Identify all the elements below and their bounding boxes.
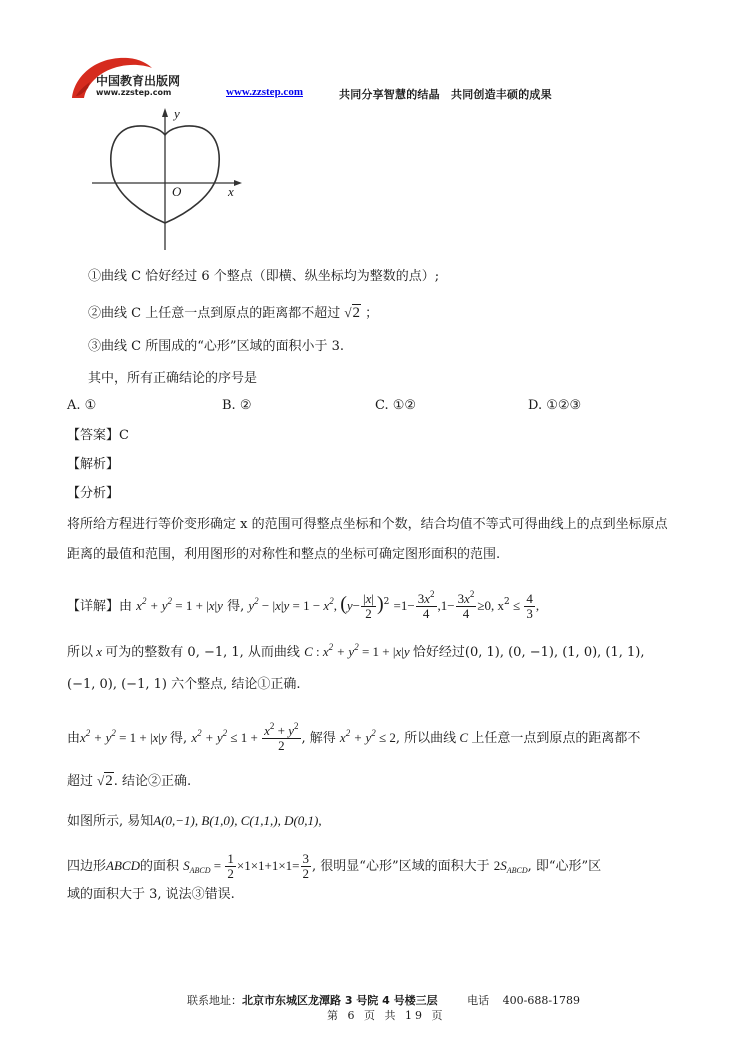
origin-label: O [172, 184, 182, 199]
statement-3: ③曲线 C 所围成的“心形”区域的面积小于 3. [88, 339, 345, 354]
detail-paragraph-2-line-2: (−1, 0), (−1, 1) 六个整点, 结论①正确. [67, 677, 301, 692]
analysis-line-1: 将所给方程进行等价变形确定 x 的范围可得整点坐标和个数，结合均值不等式可得曲线上的点到坐标原点 [67, 517, 668, 532]
footer-address-label: 联系地址： [187, 994, 242, 1007]
x-axis-label: x [228, 184, 234, 199]
analysis-line-2: 距离的最值和范围，利用图形的对称性和整点的坐标可确定图形面积的范围. [67, 547, 501, 562]
question-prompt: 其中，所有正确结论的序号是 [88, 371, 258, 386]
detail-paragraph-4: 如图所示, 易知A(0,−1), B(1,0), C(1,1,), D(0,1), [67, 813, 322, 829]
detail-paragraph-3-line-2: 超过 √2. 结论②正确. [67, 773, 192, 789]
jiexi-heading: 【解析】 [67, 457, 120, 472]
y-axis-label: y [174, 106, 180, 121]
option-a: A. ① [67, 398, 97, 413]
detail-paragraph-3: 由$x^2 + y^2 = 1 + |x|y$ 得, $x^2 + y^2 \le 1$ + $\frac{x^2 + y^2}{2}$ , 解得 $x^2 + y^2 \le 2$, 所以曲线 C 上任意一点到原点的距离都不 [67, 721, 641, 753]
detail-heading: 【详解】 [67, 599, 120, 614]
detail-paragraph-2: 所以 x 可为的整数有 0, −1, 1, 从而曲线 C : $x^2 + y^2 = 1 + |x|y$ 恰好经过(0, 1), (0, −1), (1, 0), (1, 1), [67, 642, 645, 660]
statement-1: ①曲线 C 恰好经过 6 个整点（即横、纵坐标均为整数的点）; [88, 269, 440, 284]
footer-contact [187, 992, 580, 1008]
footer-phone: 400-688-1789 [502, 994, 581, 1007]
option-c: C. ①② [375, 398, 417, 413]
option-b: B. ② [222, 398, 252, 413]
heart-curve-graph [88, 106, 248, 254]
fenxi-heading: 【分析】 [67, 486, 120, 501]
page-number: 第 6 页 共 19 页 [327, 1009, 446, 1022]
statement-2-text: ②曲线 C 上任意一点到原点的距离都不超过 [88, 306, 341, 321]
logo-url-text: www.zzstep.com [96, 88, 172, 97]
heart-curve-figure [88, 106, 248, 254]
site-link[interactable]: www.zzstep.com [226, 86, 303, 98]
sqrt-2: √2 [344, 305, 360, 321]
statement-2: ②曲线 C 上任意一点到原点的距离都不超过 √2 ； [88, 305, 379, 321]
publisher-logo [66, 52, 216, 104]
detail-paragraph-1: 【详解】由 $x^2 + y^2 = 1 + |x|y$ 得, $y^2 - |x|y = 1 - x^2$, (y− $\frac{|x|}{2}$ )$^2$ =1− $\frac{3x^2}{4}$ ,1− $\frac{3x^2}{4}$ ≥0, $x^2$ ≤ $\frac{4}{3}$ , [67, 589, 540, 621]
footer-phone-label: 电话 [467, 994, 490, 1007]
option-d: D. ①②③ [528, 398, 582, 413]
footer-address: 北京市东城区龙潭路 3 号院 4 号楼三层 [242, 994, 438, 1007]
logo-chinese-text: 中国教育出版网 [96, 74, 181, 88]
header-slogan: 共同分享智慧的结晶 共同创造丰硕的成果 [339, 88, 552, 101]
detail-paragraph-5: 四边形ABCD的面积 $S_{ABCD}$ = $\frac{1}{2}$ ×1×1+1×1= $\frac{3}{2}$ , 很明显“心形”区域的面积大于 $2S_{ABCD}$, 即“心形”区 [67, 851, 602, 881]
detail-paragraph-5-line-2: 域的面积大于 3, 说法③错误. [67, 887, 235, 902]
answer: 【答案】C [67, 428, 129, 443]
